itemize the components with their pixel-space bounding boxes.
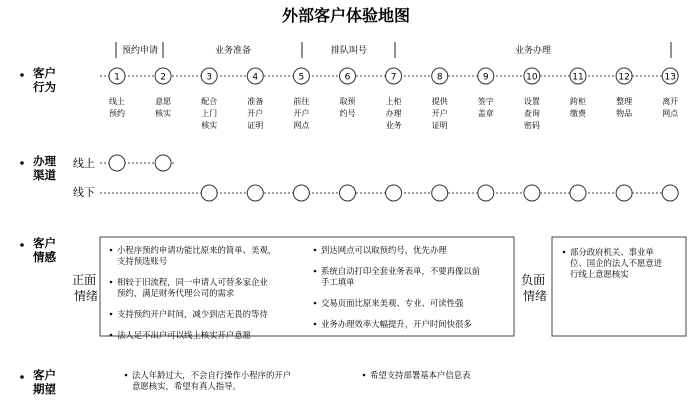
positive-emotion-item [314, 319, 472, 330]
positive-emotion-item-text: 交易页面比原来美观、专业、可读性强 [321, 298, 464, 308]
offline-channel-node [201, 185, 217, 201]
step-number: 2 [160, 72, 166, 83]
step-label: 网点 [293, 121, 310, 130]
row-label-line: 行为 [33, 80, 56, 94]
offline-channel-node [432, 185, 448, 201]
step-label: 核实 [155, 109, 172, 118]
expectation-list [125, 370, 471, 392]
row-label-line: 渠道 [33, 168, 56, 182]
row-label-line: 情感 [33, 250, 56, 264]
bullet-dot [314, 302, 317, 305]
step-label: 网点 [662, 109, 679, 118]
step-label: 跨柜 [570, 97, 586, 106]
step-number: 7 [390, 72, 397, 83]
positive-emotion-item-text: 业务办理效率大幅提升，开户时间快很多 [321, 319, 472, 329]
positive-emotion-item-text: 相较于旧流程，同一申请人可替多家企业 [117, 277, 268, 287]
step-label: 密码 [523, 121, 540, 130]
behavior-step [201, 68, 217, 130]
step-number: 10 [526, 72, 538, 83]
step-label: 上柜 [385, 97, 402, 106]
positive-emotion-label: 正面 情绪 [72, 273, 99, 303]
step-label: 取预 [339, 97, 356, 106]
step-label: 开户 [431, 109, 448, 118]
positive-emotion-item-text: 小程序预约申请功能比原来的简单、美观， [117, 245, 277, 255]
positive-emotion-item-text: 到达网点可以取预约号，优先办理 [321, 245, 447, 255]
row-label-emotion [20, 236, 56, 264]
page-title: 外部客户体验地图 [281, 6, 411, 25]
row-label-expectation-text [33, 368, 56, 396]
negative-emotion-item [563, 247, 663, 279]
expectation-text: 法人年龄过大，不会自行操作小程序的开户 [132, 370, 292, 380]
step-label: 盖章 [477, 109, 494, 118]
step-label: 查询 [523, 109, 540, 118]
step-number: 1 [114, 72, 120, 83]
step-label: 物品 [616, 109, 633, 118]
step-label: 核实 [201, 121, 218, 130]
channel-offline-label: 线下 [73, 186, 95, 199]
bullet-dot [563, 251, 566, 254]
step-label: 开户 [293, 109, 310, 118]
positive-emotion-item-text: 支持预约开户时间，减少到店无畏的等待 [117, 309, 268, 319]
step-number: 11 [572, 72, 584, 83]
offline-channel-node [293, 185, 309, 201]
step-label: 证明 [247, 121, 264, 130]
negative-emotion-label: 负面 情绪 [521, 273, 548, 303]
behavior-step [478, 68, 494, 118]
bullet-dot [125, 374, 128, 377]
behavior-step [340, 68, 356, 118]
bullet-dot [20, 73, 24, 77]
step-label: 上门 [201, 109, 218, 118]
behavior-step [524, 68, 540, 130]
step-number: 4 [252, 72, 259, 83]
step-label: 业务 [385, 121, 402, 130]
behavior-step [570, 68, 587, 118]
positive-emotion-item [314, 266, 481, 287]
expectation-item [125, 370, 291, 392]
bullet-dot [20, 243, 24, 247]
positive-emotion-item [314, 298, 464, 308]
behavior-steps [109, 68, 679, 130]
step-label: 约号 [339, 109, 356, 118]
bullet-dot [314, 249, 317, 252]
offline-channel-node [386, 185, 402, 201]
bullet-dot [20, 375, 24, 379]
offline-channel-node [247, 185, 263, 201]
row-label-channel-text [33, 154, 56, 182]
expectation-text: 意愿核实，希望有真人指导。 [132, 381, 241, 391]
step-label: 证明 [431, 121, 448, 130]
step-label: 离开 [662, 97, 679, 106]
bullet-dot [110, 249, 113, 252]
offline-channel-node [570, 185, 586, 201]
expectation-item [363, 370, 471, 380]
row-label-behavior [20, 66, 56, 94]
positive-emotion-item-text: 手工填单 [321, 277, 355, 287]
positive-emotion-item [110, 245, 276, 266]
negative-emotion-item-text: 位、国企的法人不愿意进 [570, 258, 663, 268]
row-label-behavior-line1 [33, 66, 56, 94]
step-label: 设置 [523, 97, 540, 106]
behavior-step [109, 68, 125, 118]
row-label-emotion-text [33, 236, 56, 264]
channel-nodes [109, 155, 678, 201]
behavior-step [293, 68, 310, 130]
behavior-step [662, 68, 679, 118]
negative-emotion-list [563, 247, 663, 279]
positive-emotion-item [110, 309, 269, 320]
behavior-step [386, 68, 402, 130]
negative-emotion-item-text: 部分政府机关、事业单 [570, 247, 654, 257]
row-label-expectation [20, 368, 56, 396]
offline-channel-node [340, 185, 356, 201]
row-label-line: 办理 [33, 154, 56, 168]
step-number: 9 [482, 72, 489, 83]
bullet-dot [110, 334, 113, 337]
step-label: 配合 [201, 97, 218, 106]
positive-emotion-item [110, 330, 252, 340]
bullet-dot [314, 270, 317, 273]
step-label: 准备 [247, 97, 264, 106]
positive-emotion-item-text: 支持预选账号 [117, 256, 168, 266]
offline-channel-node [662, 185, 678, 201]
step-number: 3 [206, 72, 213, 83]
step-label: 预约 [109, 109, 125, 118]
bullet-dot [110, 281, 113, 284]
behavior-step [616, 68, 632, 118]
channel-online-label: 线上 [73, 157, 95, 170]
positive-emotion-left-list [110, 245, 276, 340]
row-label-line: 客户 [33, 236, 56, 250]
row-label-line: 期望 [33, 382, 56, 396]
step-number: 6 [344, 72, 351, 83]
phase-label-preparation: 业务准备 [214, 46, 252, 56]
bullet-dot [363, 374, 366, 377]
step-number: 13 [664, 72, 676, 83]
positive-emotion-item [110, 277, 269, 299]
step-label: 签字 [477, 97, 494, 106]
step-number: 8 [436, 72, 443, 83]
offline-channel-node [524, 185, 540, 201]
step-label: 意愿 [155, 97, 172, 106]
step-label: 开户 [247, 109, 264, 118]
row-label-line: 客户 [33, 66, 56, 80]
behavior-step [155, 68, 171, 118]
row-label-line: 客户 [33, 368, 56, 382]
step-label: 线上 [109, 97, 125, 106]
step-label: 办理 [385, 109, 402, 118]
negative-emotion-item-text: 行线上意愿核实 [570, 269, 629, 279]
step-number: 12 [618, 72, 630, 83]
step-label: 前往 [293, 97, 310, 106]
behavior-step [432, 68, 449, 130]
offline-channel-node [616, 185, 632, 201]
row-label-channel [20, 154, 56, 182]
phase-label-processing: 业务办理 [514, 46, 552, 56]
step-label: 缴费 [570, 109, 586, 118]
phase-label-booking: 预约申请 [121, 46, 159, 56]
bullet-dot [314, 323, 317, 326]
offline-channel-node [478, 185, 494, 201]
positive-emotion-item-text: 预约，满足财务代理公司的需求 [117, 288, 235, 298]
step-label: 整理 [616, 97, 633, 106]
step-label: 提供 [431, 97, 448, 106]
bullet-dot [20, 161, 24, 165]
positive-emotion-item [314, 245, 448, 256]
online-channel-node [155, 155, 171, 171]
step-number: 5 [298, 72, 305, 83]
bullet-dot [110, 313, 113, 316]
behavior-step [247, 68, 263, 130]
positive-emotion-item-text: 系统自动打印全套业务表单，不要再像以前 [321, 266, 481, 276]
positive-emotion-right-list [314, 245, 481, 330]
online-channel-node [109, 155, 125, 171]
expectation-text: 希望支持部署基本户信息表 [370, 370, 471, 380]
phase-label-queue: 排队叫号 [330, 46, 368, 56]
phase-dividers [116, 42, 671, 58]
positive-emotion-item-text: 法人足不出户可以线上核实开户意愿 [117, 330, 251, 340]
